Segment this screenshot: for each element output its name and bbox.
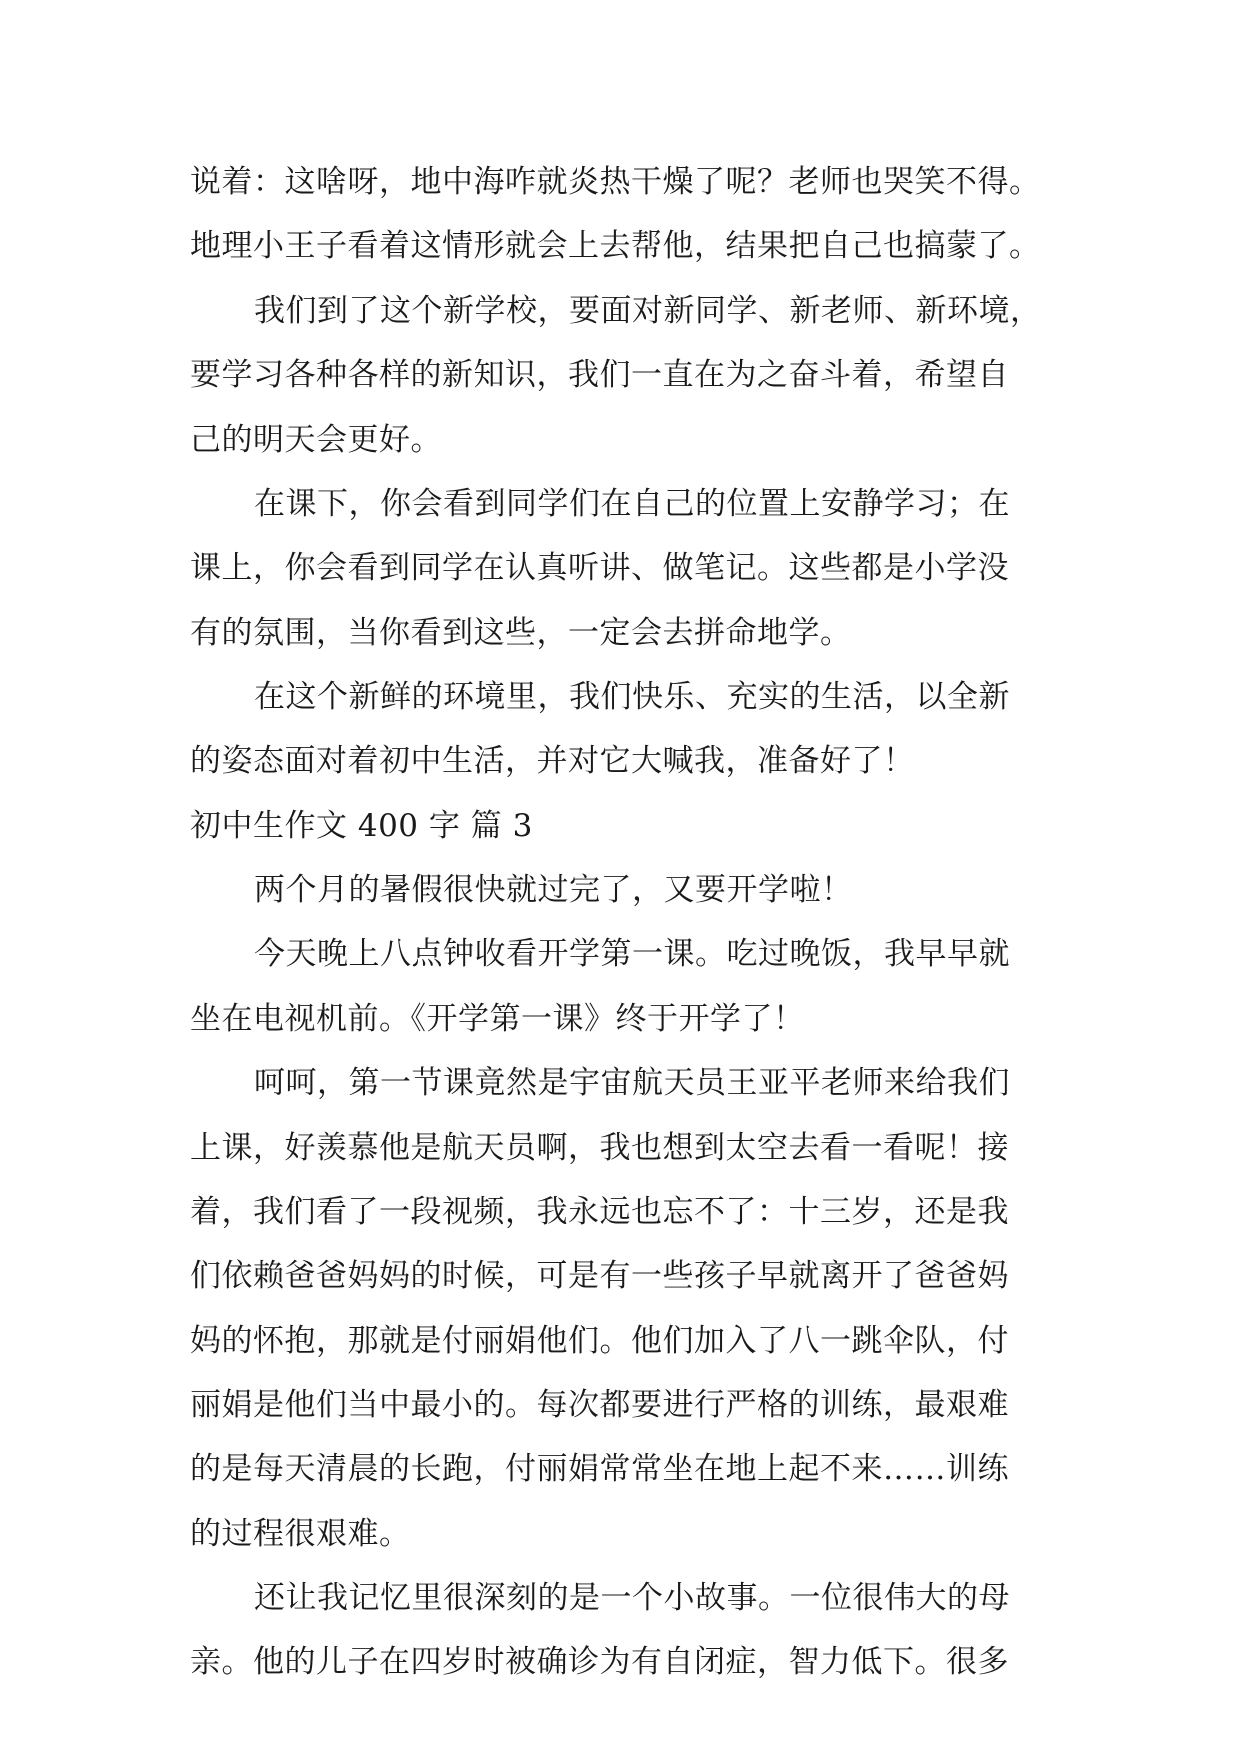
paragraph-first-line: 今天晚上八点钟收看开学第一课。吃过晚饭，我早早就: [254, 936, 1010, 972]
text-line: 己的明天会更好。: [190, 422, 442, 458]
text-line: 丽娟是他们当中最小的。每次都要进行严格的训练，最艰难: [190, 1387, 1009, 1423]
text-line: 地理小王子看着这情形就会上去帮他，结果把自己也搞蒙了。: [190, 228, 1041, 264]
paragraph-first-line: 呵呵，第一节课竟然是宇宙航天员王亚平老师来给我们: [254, 1065, 1010, 1101]
text-line: 的过程很艰难。: [190, 1516, 411, 1552]
paragraph-first-line: 在这个新鲜的环境里，我们快乐、充实的生活，以全新: [254, 679, 1010, 715]
text-line: 亲。他的儿子在四岁时被确诊为有自闭症，智力低下。很多: [190, 1644, 1009, 1680]
paragraph-first-line: 两个月的暑假很快就过完了，又要开学啦！: [254, 872, 853, 908]
paragraph-first-line: 还让我记忆里很深刻的是一个小故事。一位很伟大的母: [254, 1580, 1010, 1616]
text-line: 的是每天清晨的长跑，付丽娟常常坐在地上起不来……训练: [190, 1451, 1009, 1487]
section-heading: 初中生作文 400 字 篇 3: [190, 808, 533, 844]
text-line: 课上，你会看到同学在认真听讲、做笔记。这些都是小学没: [190, 550, 1009, 586]
text-line: 的姿态面对着初中生活，并对它大喊我，准备好了！: [190, 743, 915, 779]
paragraph-first-line: 我们到了这个新学校，要面对新同学、新老师、新环境，: [254, 293, 1042, 329]
text-line: 坐在电视机前。《开学第一课》终于开学了！: [190, 1001, 805, 1037]
text-line: 妈的怀抱，那就是付丽娟他们。他们加入了八一跳伞队，付: [190, 1323, 1009, 1359]
text-line: 上课，好羡慕他是航天员啊，我也想到太空去看一看呢！接: [190, 1130, 1009, 1166]
text-line: 要学习各种各样的新知识，我们一直在为之奋斗着，希望自: [190, 357, 1009, 393]
paragraph-first-line: 在课下，你会看到同学们在自己的位置上安静学习；在: [254, 486, 1010, 522]
text-line: 着，我们看了一段视频，我永远也忘不了：十三岁，还是我: [190, 1194, 1009, 1230]
text-line: 说着：这啥呀，地中海咋就炎热干燥了呢？老师也哭笑不得。: [190, 164, 1041, 200]
text-line: 有的氛围，当你看到这些，一定会去拼命地学。: [190, 615, 852, 651]
text-line: 们依赖爸爸妈妈的时候，可是有一些孩子早就离开了爸爸妈: [190, 1258, 1009, 1294]
